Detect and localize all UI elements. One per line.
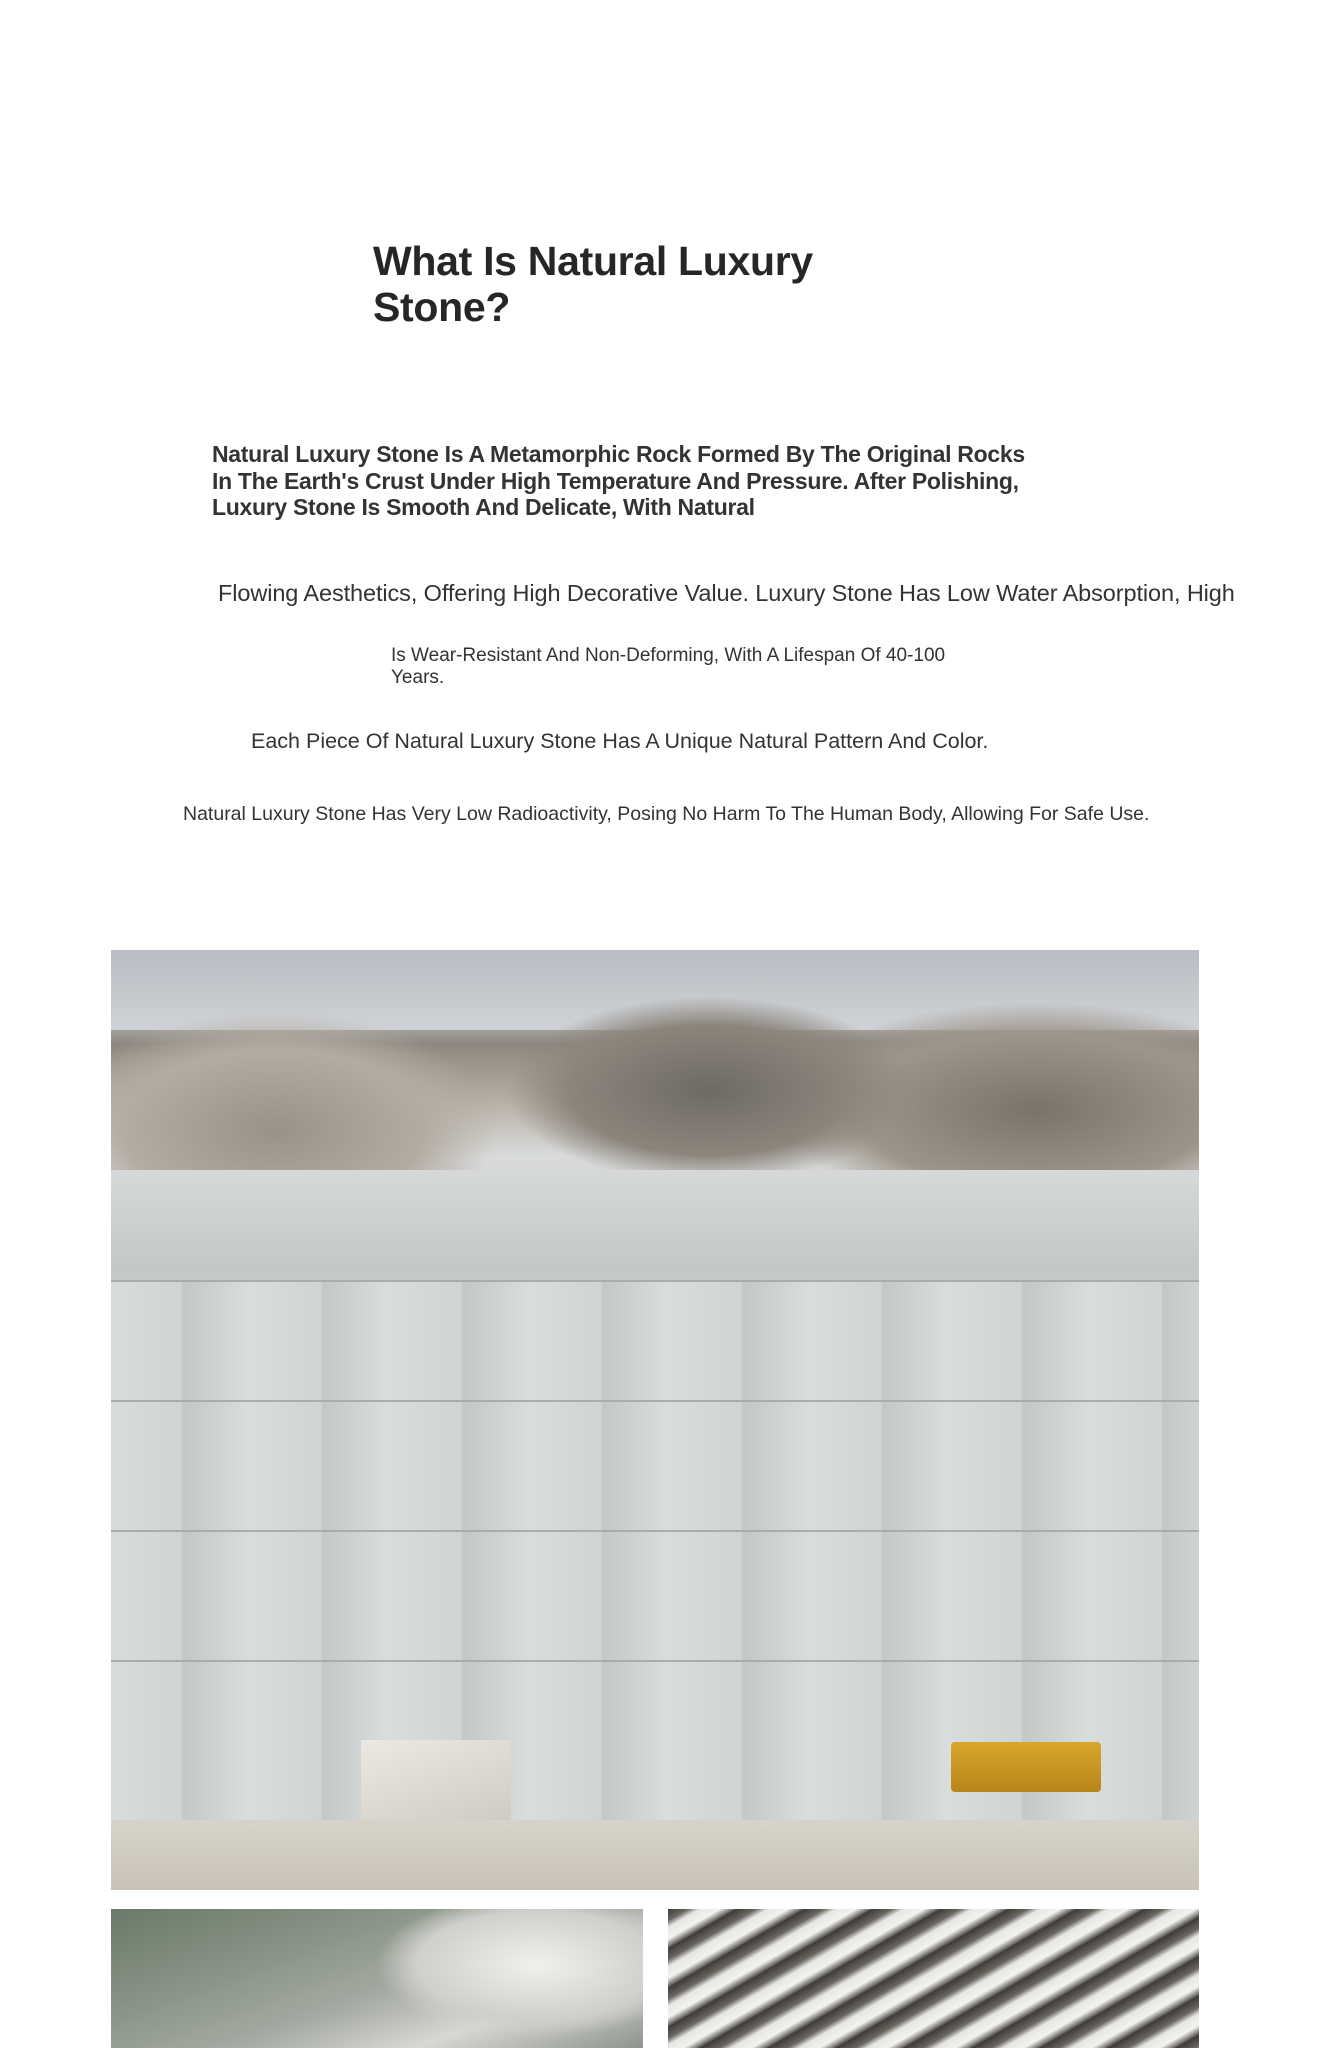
aesthetics-paragraph: Flowing Aesthetics, Offering High Decorative Value. Luxury Stone Has Low Water Absorption, High xyxy=(218,580,1235,606)
quarry-right-photo xyxy=(668,1909,1199,2048)
pattern-paragraph: Each Piece Of Natural Luxury Stone Has A Unique Natural Pattern And Color. xyxy=(251,729,989,753)
photo-marble-tier xyxy=(111,1400,1199,1532)
photo-excavator xyxy=(951,1742,1101,1792)
photo-marble-tier xyxy=(111,1530,1199,1662)
photo-ground xyxy=(111,1820,1199,1890)
photo-mountain xyxy=(111,970,1199,1170)
quarry-main-photo xyxy=(111,950,1199,1890)
photo-marble-tier xyxy=(111,1660,1199,1822)
page-title: What Is Natural Luxury Stone? xyxy=(373,238,813,330)
quarry-left-photo xyxy=(111,1909,643,2048)
radioactivity-paragraph: Natural Luxury Stone Has Very Low Radioactivity, Posing No Harm To The Human Body, Allowing For Safe Use. xyxy=(183,803,1150,825)
lifespan-paragraph: Is Wear-Resistant And Non-Deforming, With A Lifespan Of 40-100 Years. xyxy=(391,645,946,688)
photo-marble-tier xyxy=(111,1280,1199,1402)
intro-paragraph: Natural Luxury Stone Is A Metamorphic Rock Formed By The Original Rocks In The Earth's Crust Under High Temperature And Pressure. After Polishing, Luxury Stone Is Smooth And Delicate, With Natural xyxy=(212,441,1025,520)
